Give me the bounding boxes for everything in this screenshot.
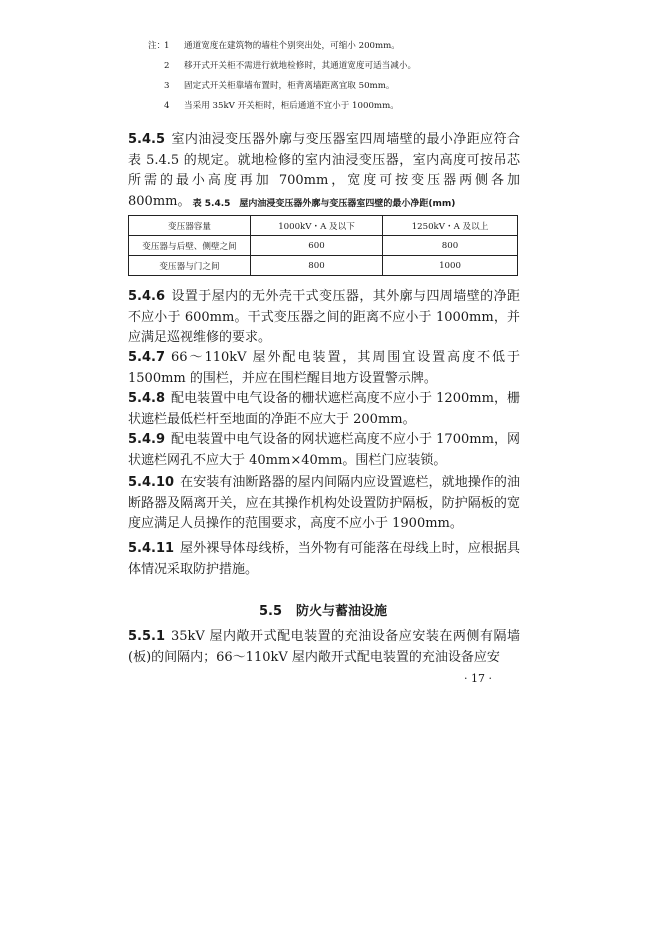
note-number: 1: [164, 41, 170, 51]
clause-5-4-11: [128, 539, 520, 580]
clause-number: 5.4.5: [128, 132, 166, 147]
note-text: 当采用 35kV 开关柜时，柜后通道不宜小于 1000mm。: [184, 101, 399, 111]
clause-text: 在安装有油断路器的屋内间隔内应设置遮栏，就地操作的油断路器及隔离开关，应在其操作机构处设置防护隔板，防护隔板的宽度应满足人员操作的范围要求，高度不应小于 1900mm。: [128, 475, 520, 531]
note-text: 通道宽度在建筑物的墙柱个别突出处，可缩小 200mm。: [184, 41, 400, 51]
table-cell: 600: [251, 236, 383, 256]
table-header-row: [129, 216, 518, 236]
table-header-cell: 变压器容量: [129, 216, 251, 236]
table-cell: 800: [251, 256, 383, 276]
clause-5-4-10: [128, 473, 520, 535]
note-number: 2: [164, 61, 170, 71]
note-item: [148, 76, 608, 96]
note-item: [148, 56, 608, 76]
note-number: 3: [164, 81, 170, 91]
note-item: [148, 36, 608, 56]
clause-5-5-1: [128, 627, 520, 668]
clearance-table: [128, 215, 518, 276]
table-caption: 表 5.4.5 屋内油浸变压器外廓与变压器室四壁的最小净距(mm): [192, 199, 456, 209]
clause-5-4-8: [128, 389, 520, 430]
clause-text: 室内油浸变压器外廓与变压器室四周墙壁的最小净距应符合表 5.4.5 的规定。就地检修的室内油浸变压器，室内高度可按吊芯所需的最小高度再加 700mm，宽度可按变压器两侧各加 800mm。: [128, 132, 520, 209]
clause-number: 5.4.7: [128, 350, 166, 365]
clause-text: 配电装置中电气设备的栅状遮栏高度不应小于 1200mm，栅状遮栏最低栏杆至地面的净距不应大于 200mm。: [128, 391, 520, 427]
note-label: 注：: [148, 41, 166, 51]
clause-5-4-7: [128, 348, 520, 389]
clause-number: 5.4.11: [128, 541, 175, 556]
clause-number: 5.4.9: [128, 432, 166, 447]
note-number: 4: [164, 101, 170, 111]
page-number: · 17 ·: [464, 672, 492, 685]
note-item: [148, 96, 608, 116]
clause-text: 屋外裸导体母线桥，当外物有可能落在母线上时，应根据具体情况采取防护措施。: [128, 541, 520, 577]
table-row: [129, 236, 518, 256]
note-text: 固定式开关柜靠墙布置时，柜背离墙距离宜取 50mm。: [184, 81, 395, 91]
clause-number: 5.4.10: [128, 475, 175, 490]
clause-text: 配电装置中电气设备的网状遮栏高度不应小于 1700mm，网状遮栏网孔不应大于 40mm×40mm。围栏门应装锁。: [128, 432, 520, 468]
table-cell: 变压器与门之间: [129, 256, 251, 276]
table-cell: 800: [383, 236, 518, 256]
clause-5-4-6: [128, 287, 520, 349]
section-heading: [128, 600, 518, 619]
table-notes: [148, 36, 608, 116]
clause-text: 35kV 屋内敞开式配电装置的充油设备应安装在两侧有隔墙(板)的间隔内；66～110kV 屋内敞开式配电装置的充油设备应安: [128, 629, 520, 665]
clause-number: 5.4.8: [128, 391, 166, 406]
table-header-cell: 1000kV・A 及以下: [251, 216, 383, 236]
table-cell: 变压器与后壁、侧壁之间: [129, 236, 251, 256]
section-number: 5.5: [258, 604, 282, 619]
section-title: 防火与蓄油设施: [296, 604, 388, 619]
clause-number: 5.4.6: [128, 289, 166, 304]
clause-number: 5.5.1: [128, 629, 166, 644]
clause-text: 设置于屋内的无外壳干式变压器，其外廓与四周墙壁的净距不应小于 600mm。干式变压器之间的距离不应小于 1000mm，并应满足巡视维修的要求。: [128, 289, 520, 345]
table-cell: 1000: [383, 256, 518, 276]
clause-5-4-9: [128, 430, 520, 471]
note-text: 移开式开关柜不需进行就地检修时，其通道宽度可适当减小。: [184, 61, 417, 71]
table-header-cell: 1250kV・A 及以上: [383, 216, 518, 236]
table-row: [129, 256, 518, 276]
clause-text: 66～110kV 屋外配电装置，其周围宜设置高度不低于 1500mm 的围栏，并应在围栏醒目地方设置警示牌。: [128, 350, 520, 386]
